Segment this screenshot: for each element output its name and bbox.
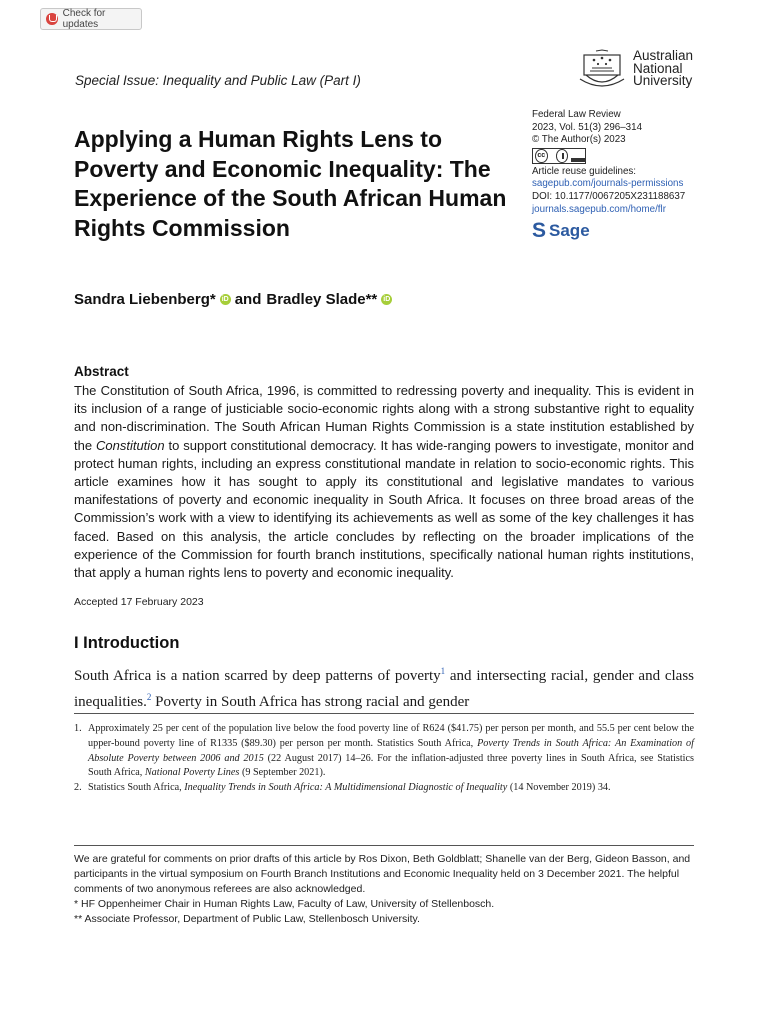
logo-line-1: Australian [633,48,694,64]
anu-wordmark [633,50,693,88]
update-icon [46,13,58,25]
sage-logo [532,221,732,241]
abstract-text-1: The Constitution of South Africa, 1996, is committed to redressing poverty and inequality. This is evident in its inclusion of a range of justiciable socio-economic rights along with a strong substantive right to equality and non-discrimination. The South African Human Rights Commission is a state institution established by the [74,383,694,453]
footnote-2 [74,781,694,796]
journal-meta [532,109,732,241]
reuse-link[interactable]: sagepub.com/journals-permissions [532,178,684,190]
accepted-date: Accepted 17 February 2023 [74,596,204,608]
reuse-label: Article reuse guidelines: [532,165,637,177]
footnote-text-part: (22 August 2017) 14–26. For the inflation-adjusted three poverty lines in South Africa, see Statistics South Africa, [88,752,694,779]
by-icon [556,149,569,163]
doi: DOI: 10.1177/0067205X231188637 [532,190,686,202]
footnote-text-part: Approximately 25 per cent of the population live below the food poverty line of R624 ($41.75) per person per month, and 55.5 per cent below the upper-bound poverty line of R1335 ($89.30) per person per month. Statistics South Africa, [88,723,694,749]
cc-icon: cc [535,149,548,163]
cc-bar [571,158,585,162]
author-2-affiliation: ** Associate Professor, Department of Public Law, Stellenbosch University. [74,913,420,925]
intro-text-1: South Africa is a nation scarred by deep patterns of poverty [74,668,441,684]
footnote-ref-1[interactable]: 1 [440,666,446,676]
anu-logo [578,48,718,90]
footnote-text-part: (9 September 2021). [239,767,326,779]
cc-license-icon[interactable] [532,148,586,164]
footnote-italic: Inequality Trends in South Africa: A Multidimensional Diagnostic of Inequality [184,782,508,793]
acknowledgements [74,852,699,927]
orcid-icon[interactable]: iD [221,296,229,303]
acknowledgement-divider [74,845,694,846]
check-for-updates-button[interactable] [40,8,142,30]
author-joiner: and [234,291,262,308]
author-1: Sandra Liebenberg* [74,291,216,308]
author-1-affiliation: * HF Oppenheimer Chair in Human Rights Law, Faculty of Law, University of Stellenbosch. [74,898,495,910]
abstract-heading: Abstract [74,364,129,379]
footnote-ref-2[interactable]: 2 [146,692,152,702]
sage-wordmark: Sage [549,220,590,240]
intro-text-3: Poverty in South Africa has strong racial and gender [151,694,470,710]
journal-name: Federal Law Review [532,109,621,120]
footnote-italic: National Poverty Lines [144,767,240,779]
logo-line-2: National [633,60,683,76]
abstract-text-2: to support constitutional democracy. It has wide-ranging powers to investigate, monitor and protect human rights, including an express constitutional mandate in relation to socio-economic rights. This article examines how it has sought to apply its constitutional and legislative mandates to various manifestations of poverty and economic inequality in South Africa. It focuses on three broad areas of the Commission’s work with a view to identifying its achievements as well as some of the key challenges it has faced. Based on this analysis, the article concludes by reflecting on the broader implications of the experience of the Commission for fourth branch institutions, specifically national human rights institutions, that apply a human rights lens to poverty and economic inequality. [74,437,694,581]
footnote-number: 1. [74,723,82,734]
abstract-body [74,382,694,582]
footnote-text-part: (14 November 2019) 34. [507,782,611,793]
journal-copyright: © The Author(s) 2023 [532,134,626,146]
anu-crest-icon [578,49,626,89]
section-heading: I Introduction [74,634,180,652]
footnote-text-part: Statistics South Africa, [88,782,185,793]
intro-paragraph [74,661,694,713]
article-title: Applying a Human Rights Lens to Poverty and Economic Inequality: The Experience of the South African Human Rights Commission [74,126,507,241]
journal-link[interactable]: journals.sagepub.com/home/flr [532,203,666,215]
footnote-divider [74,713,694,714]
author-line [74,291,396,308]
author-2: Bradley Slade** [266,291,378,308]
footnote-text [88,781,694,796]
logo-line-3: University [633,73,693,89]
footnote-italic: Poverty Trends in South Africa: An Examination of Absolute Poverty between 2006 and 2015 [88,737,694,764]
check-for-updates-label: Check for updates [62,8,106,30]
journal-volume: 2023, Vol. 51(3) 296–314 [532,121,643,133]
acknowledgement-text: We are grateful for comments on prior drafts of this article by Ros Dixon, Beth Goldblatt; Shanelle van der Berg, Gideon Basson, and participants in the virtual symposium on Fourth Branch Institutions and Economic Inequality held on 3 December 2021. The helpful comments of two anonymous referees are also acknowledged. [74,853,691,895]
sage-s-icon: S [532,219,547,243]
footnote-1 [74,722,694,781]
footnote-text [88,722,694,781]
footnote-number: 2. [74,782,82,793]
orcid-icon[interactable]: iD [383,296,391,303]
special-issue-label: Special Issue: Inequality and Public Law (Part I) [75,73,361,88]
abstract-italic: Constitution [95,437,165,453]
intro-text-2: and intersecting racial, gender and class inequalities. [74,668,694,710]
